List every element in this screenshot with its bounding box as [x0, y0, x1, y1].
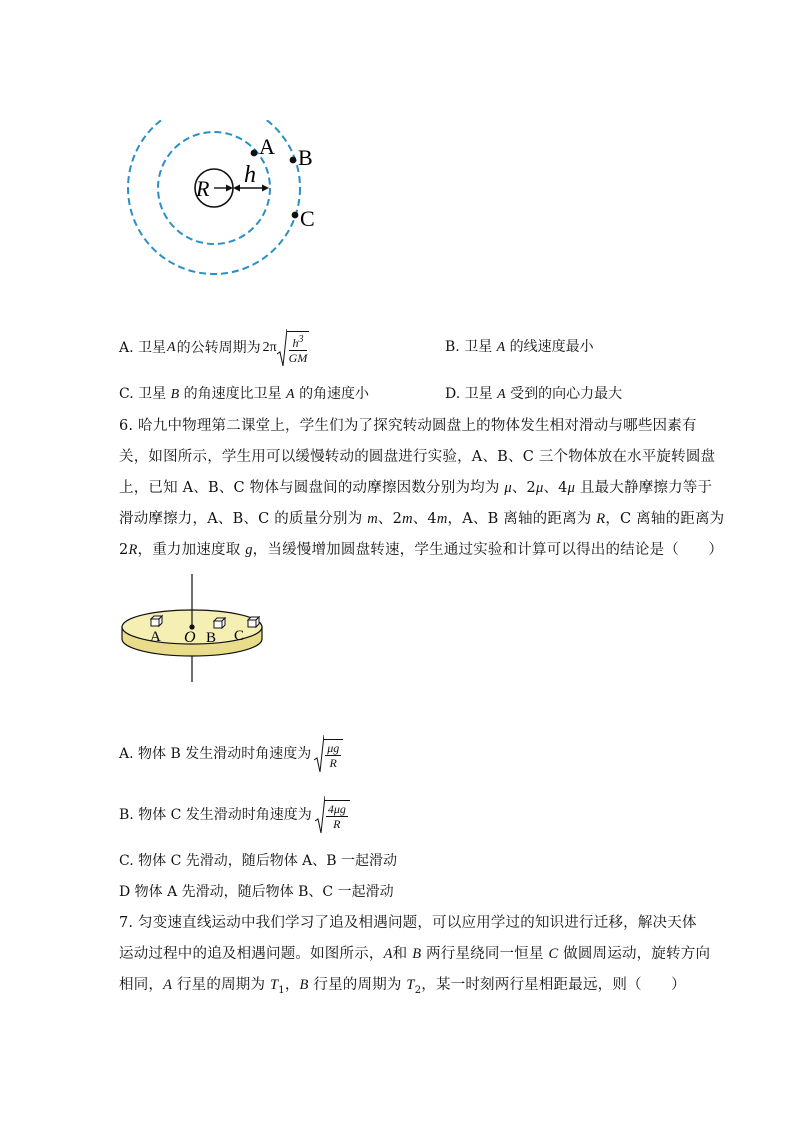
q6-line-2: 关，如图所示，学生用可以缓慢转动的圆盘进行实验，A、B、C 三个物体放在水平旋转圆盘 [119, 449, 716, 465]
block-a [151, 616, 162, 626]
disk-label-A: A [150, 629, 161, 645]
q5-a-sqrt: $\frac{h^3}{GM}$ [277, 328, 310, 368]
q6-line-5: 2R，重力加速度取 g，当缓慢增加圆盘转速，学生通过实验和计算可以得出的结论是（ ） [119, 542, 724, 558]
q5-option-a: A. 卫星 A 的公转周期为 2π $\frac{h^3}{GM}$ [119, 328, 309, 368]
q6-option-b: B. 物体 C 发生滑动时角速度为 $\frac{4\mu g}{R}$ [119, 795, 350, 835]
disk-figure [118, 572, 274, 684]
block-c [248, 617, 259, 627]
disk-label-B: B [206, 630, 217, 646]
satellite-b-dot [290, 157, 297, 164]
q6-option-c: C. 物体 C 先滑动，随后物体 A、B 一起滑动 [119, 853, 398, 869]
q6-line-1: 6. 哈九中物理第二课堂上，学生们为了探究转动圆盘上的物体发生相对滑动与哪些因素有 [119, 418, 697, 434]
q5-option-c: C. 卫星 B 的角速度比卫星 A 的角速度小 [119, 386, 370, 402]
q5-option-b: B. 卫星 A 的线速度最小 [445, 339, 594, 355]
q7-line-3: 相同，A 行星的周期为 $T_1$，B 行星的周期为 $T_2$，某一时刻两行星相距最远，则（ ） [119, 977, 686, 996]
orbit-figure [110, 120, 340, 290]
label-B: B [298, 145, 313, 170]
satellite-a-dot [251, 150, 258, 157]
label-R: R [196, 176, 210, 201]
satellite-c-dot [292, 212, 299, 219]
q6-option-a: A. 物体 B 发生滑动时角速度为 $\frac{\mu g}{R}$ [119, 734, 343, 774]
disk-label-C: C [234, 628, 245, 644]
label-C: C [300, 206, 315, 231]
q6-line-4: 滑动摩擦力，A、B、C 的质量分别为 m、2m、4m，A、B 离轴的距离为 R，C 离轴的距离为 [119, 511, 725, 527]
q7-line-2: 运动过程中的追及相遇问题。如图所示，A和 B 两行星绕同一恒星 C 做圆周运动，旋转方向 [119, 946, 711, 962]
label-h: h [244, 162, 256, 188]
label-A: A [259, 134, 275, 159]
q6-option-d: D 物体 A 先滑动，随后物体 B、C 一起滑动 [119, 884, 394, 900]
q7-line-1: 7. 匀变速直线运动中我们学习了追及相遇问题，可以应用学过的知识进行迁移，解决天体 [119, 915, 697, 931]
q5-option-d: D. 卫星 A 受到的向心力最大 [445, 386, 623, 402]
block-b [214, 618, 225, 628]
q6-line-3: 上，已知 A、B、C 物体与圆盘间的动摩擦因数分别为均为 μ、2μ、4μ 且最大静摩擦力等于 [119, 480, 713, 496]
disk-label-O: O [184, 629, 196, 646]
